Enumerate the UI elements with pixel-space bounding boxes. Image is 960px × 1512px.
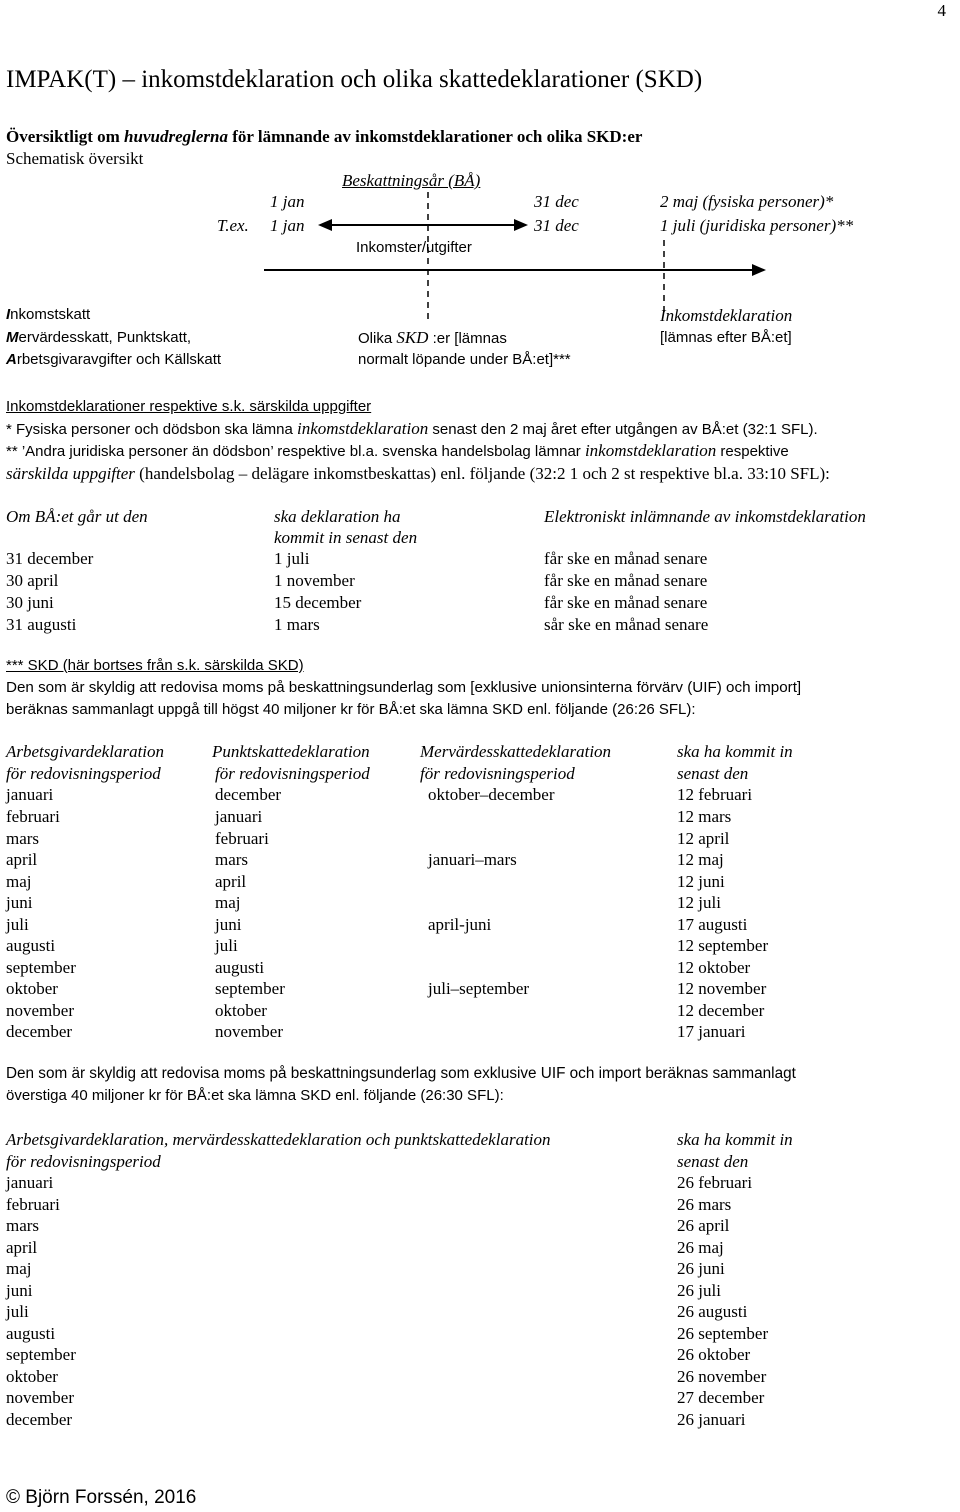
table-row — [0, 957, 960, 979]
note2-a: ** ’Andra juridiska personer än dödsbon’ respektive bl.a. svenska handelsbolag lämnar — [6, 443, 585, 460]
t3-cell-due: 26 november — [677, 1367, 767, 1386]
t2-cell-due: 12 april — [677, 829, 730, 848]
t2-cell-ag: juni — [6, 893, 33, 912]
respective-heading: Inkomstdeklarationer respektive s.k. särskilda uppgifter — [6, 398, 372, 415]
t2-cell-punkt: februari — [215, 829, 269, 848]
skd-submission-text — [358, 328, 507, 349]
t3-cell-due: 26 maj — [677, 1238, 724, 1257]
t2-cell-due: 12 mars — [677, 807, 732, 826]
tax-year-arrow — [318, 219, 528, 231]
t3-cell-period: september — [6, 1345, 76, 1364]
t2-cell-due: 12 september — [677, 936, 769, 955]
table-row — [0, 548, 960, 570]
timeline-start-1: 1 jan — [270, 192, 305, 211]
t2-header-col4-l2: senast den — [677, 764, 749, 783]
table-row — [0, 806, 960, 828]
t2-cell-punkt: augusti — [215, 958, 265, 977]
t2-header-col4-l1: ska ha kommit in — [677, 742, 793, 761]
large-taxpayer-paragraph-line2: överstiga 40 miljoner kr för BÅ:et ska lämna SKD enl. följande (26:30 SFL): — [6, 1087, 504, 1104]
table-row — [0, 1280, 960, 1302]
note2-c: respektive — [716, 443, 789, 460]
t3-cell-period: maj — [6, 1259, 32, 1278]
t2-cell-ag: januari — [6, 785, 54, 804]
t2-cell-ag: september — [6, 958, 76, 977]
t1-cell-due: 15 december — [274, 593, 362, 612]
t1-header-col2-line1: ska deklaration ha — [274, 507, 401, 526]
example-prefix: T.ex. — [217, 216, 249, 235]
skd-text-b: SKD — [396, 328, 429, 347]
table-row — [0, 1172, 960, 1194]
t2-cell-punkt: oktober — [215, 1001, 267, 1020]
t3-cell-due: 26 september — [677, 1324, 769, 1343]
t3-cell-due: 26 april — [677, 1216, 730, 1235]
t2-cell-moms: april-juni — [428, 915, 492, 934]
t2-cell-punkt: juli — [215, 936, 238, 955]
t3-cell-period: augusti — [6, 1324, 56, 1343]
t1-cell-end: 31 december — [6, 549, 94, 568]
t1-cell-due: 1 mars — [274, 615, 320, 634]
table-row — [0, 1194, 960, 1216]
t2-cell-punkt: mars — [215, 850, 249, 869]
table-row — [0, 1000, 960, 1022]
t2-cell-due: 17 augusti — [677, 915, 748, 934]
skd-paragraph-line2: beräknas sammanlagt uppgå till högst 40 miljoner kr för BÅ:et ska lämna SKD enl. följande (26:26 SFL): — [6, 701, 696, 718]
table-row — [0, 1323, 960, 1345]
t2-header-col1-l1: Arbetsgivardeklaration — [6, 742, 165, 761]
t3-cell-due: 26 augusti — [677, 1302, 748, 1321]
t2-cell-punkt: december — [215, 785, 282, 804]
table-row — [0, 828, 960, 850]
table-row — [0, 1237, 960, 1259]
t3-cell-period: oktober — [6, 1367, 58, 1386]
t1-header-col1: Om BÅ:et går ut den — [6, 507, 148, 526]
t3-cell-period: april — [6, 1238, 38, 1257]
t2-cell-ag: maj — [6, 872, 32, 891]
tax-employer-withholding: Arbetsgivaravgifter och Källskatt — [6, 351, 222, 368]
t1-cell-end: 31 augusti — [6, 615, 77, 634]
t1-header-col2-line2: kommit in senast den — [274, 528, 418, 547]
t1-cell-electronic: får ske en månad senare — [544, 549, 708, 568]
t3-header-col1-l1: Arbetsgivardeklaration, mervärdesskattedeklaration och punktskattedeklaration — [6, 1130, 551, 1149]
timeline-end-2: 31 dec — [534, 216, 579, 235]
large-taxpayer-paragraph-line1: Den som är skyldig att redovisa moms på beskattningsunderlag som exklusive UIF och import beräknas sammanlagt — [6, 1065, 796, 1082]
skd-submission-text-2: normalt löpande under BÅ:et]*** — [358, 351, 571, 368]
skd-heading: *** SKD (här bortses från s.k. särskilda SKD) — [6, 657, 304, 674]
main-timeline-arrow — [264, 264, 766, 276]
deadline-natural-persons: 2 maj (fysiska personer)* — [660, 192, 834, 211]
t2-cell-ag: november — [6, 1001, 74, 1020]
t2-cell-due: 12 juli — [677, 893, 721, 912]
note-natural-persons — [6, 419, 818, 440]
t3-cell-period: mars — [6, 1216, 40, 1235]
t2-cell-due: 12 december — [677, 1001, 765, 1020]
overview-subheading: Schematisk översikt — [6, 149, 144, 168]
tax-year-label: Beskattningsår (BÅ) — [342, 171, 481, 190]
note2-b: inkomstdeklaration — [584, 441, 717, 460]
tax-vat-excise: Mervärdesskatt, Punktskatt, — [6, 329, 192, 346]
t3-header-col2-l1: ska ha kommit in — [677, 1130, 793, 1149]
t2-cell-due: 12 februari — [677, 785, 753, 804]
note1-b: inkomstdeklaration — [296, 419, 429, 438]
t2-cell-due: 12 juni — [677, 872, 725, 891]
t3-header-col1-l2: för redovisningsperiod — [6, 1152, 161, 1171]
timeline-diagram — [0, 0, 960, 380]
t1-cell-electronic: får ske en månad senare — [544, 571, 708, 590]
t2-header-col2-l1: Punktskattedeklaration — [212, 742, 370, 761]
income-declaration-label: Inkomstdeklaration — [660, 306, 793, 325]
t1-cell-electronic: sår ske en månad senare — [544, 615, 709, 634]
table-row — [0, 1301, 960, 1323]
table-row — [0, 914, 960, 936]
t2-cell-punkt: maj — [215, 893, 241, 912]
t1-cell-end: 30 juni — [6, 593, 54, 612]
t2-cell-moms: juli–september — [428, 979, 530, 998]
t1-cell-due: 1 november — [274, 571, 355, 590]
page-number: 4 — [937, 1, 946, 20]
t2-cell-ag: juli — [6, 915, 29, 934]
t2-cell-ag: mars — [6, 829, 40, 848]
income-label: Inkomster/utgifter — [356, 239, 472, 256]
overview-heading-italic: huvudreglerna — [124, 127, 228, 146]
table-row — [0, 892, 960, 914]
income-declaration-timing: [lämnas efter BÅ:et] — [660, 329, 792, 346]
table-row — [0, 784, 960, 806]
copyright-footer: © Björn Forssén, 2016 — [6, 1487, 197, 1508]
page-title: IMPAK(T) – inkomstdeklaration och olika skattedeklarationer (SKD) — [6, 66, 703, 93]
t2-cell-ag: augusti — [6, 936, 56, 955]
t1-cell-end: 30 april — [6, 571, 59, 590]
t2-cell-punkt: april — [215, 872, 247, 891]
t1-header-col3: Elektroniskt inlämnande av inkomstdeklaration — [544, 507, 866, 526]
t2-cell-ag: oktober — [6, 979, 58, 998]
overview-heading-part1: Översiktligt om — [6, 127, 125, 146]
t1-cell-electronic: får ske en månad senare — [544, 593, 708, 612]
t2-cell-ag: februari — [6, 807, 60, 826]
table-row — [0, 935, 960, 957]
skd-paragraph-line1: Den som är skyldig att redovisa moms på beskattningsunderlag som [exklusive unionsinterna förvärv (UIF) och import] — [6, 679, 802, 696]
t2-cell-moms: januari–mars — [428, 850, 517, 869]
t3-cell-due: 26 juli — [677, 1281, 721, 1300]
t1-cell-due: 1 juli — [274, 549, 310, 568]
note-legal-persons — [6, 441, 789, 462]
t3-cell-due: 26 oktober — [677, 1345, 751, 1364]
overview-heading-part2: för lämnande av inkomstdeklarationer och olika SKD:er — [227, 127, 643, 146]
t2-cell-due: 12 oktober — [677, 958, 751, 977]
t2-cell-ag: april — [6, 850, 38, 869]
t2-cell-punkt: juni — [215, 915, 242, 934]
t2-cell-punkt: september — [215, 979, 285, 998]
note1-c: senast den 2 maj året efter utgången av BÅ:et (32:1 SFL). — [428, 421, 818, 438]
timeline-end-1: 31 dec — [534, 192, 579, 211]
table-row — [0, 1021, 960, 1043]
t2-cell-due: 12 maj — [677, 850, 724, 869]
table-row — [0, 614, 960, 636]
t2-header-col3-l2: för redovisningsperiod — [420, 764, 575, 783]
deadline-legal-persons: 1 juli (juridiska personer)** — [660, 216, 854, 235]
t3-cell-due: 26 juni — [677, 1259, 725, 1278]
t3-cell-period: november — [6, 1388, 74, 1407]
t3-cell-due: 26 februari — [677, 1173, 753, 1192]
t3-cell-period: januari — [6, 1173, 54, 1192]
t2-header-col3-l1: Mervärdesskattedeklaration — [420, 742, 612, 761]
t2-cell-ag: december — [6, 1022, 73, 1041]
t3-cell-due: 27 december — [677, 1388, 765, 1407]
t3-header-col2-l2: senast den — [677, 1152, 749, 1171]
t3-cell-due: 26 mars — [677, 1195, 732, 1214]
note3-b: (handelsbolag – delägare inkomstbeskattas) enl. följande (32:2 1 och 2 st respektive bl.a. 33:10 SFL): — [134, 464, 830, 483]
table-row — [0, 1258, 960, 1280]
table-row — [0, 871, 960, 893]
timeline-start-2: 1 jan — [270, 216, 305, 235]
table-row — [0, 570, 960, 592]
t2-cell-due: 17 januari — [677, 1022, 746, 1041]
t3-cell-period: februari — [6, 1195, 60, 1214]
table-row — [0, 978, 960, 1000]
t3-cell-due: 26 januari — [677, 1410, 746, 1429]
table-row — [0, 1366, 960, 1388]
t2-cell-punkt: november — [215, 1022, 283, 1041]
skd-text-c: :er [lämnas — [428, 330, 507, 347]
note-special-info — [6, 463, 830, 484]
table-row — [0, 1387, 960, 1409]
table-row — [0, 1215, 960, 1237]
table-row — [0, 1344, 960, 1366]
tax-income: Inkomstskatt — [6, 306, 91, 323]
t2-header-col1-l2: för redovisningsperiod — [6, 764, 161, 783]
t2-cell-punkt: januari — [215, 807, 263, 826]
t2-cell-due: 12 november — [677, 979, 767, 998]
note1-a: * Fysiska personer och dödsbon ska lämna — [6, 421, 297, 438]
t3-cell-period: december — [6, 1410, 73, 1429]
t2-cell-moms: oktober–december — [428, 785, 555, 804]
note3-a: särskilda uppgifter — [6, 464, 135, 483]
table-row — [0, 849, 960, 871]
table-row — [0, 1409, 960, 1431]
table-row — [0, 592, 960, 614]
skd-text-a: Olika — [358, 330, 397, 347]
t3-cell-period: juli — [6, 1302, 29, 1321]
t3-cell-period: juni — [6, 1281, 33, 1300]
t2-header-col2-l2: för redovisningsperiod — [215, 764, 370, 783]
